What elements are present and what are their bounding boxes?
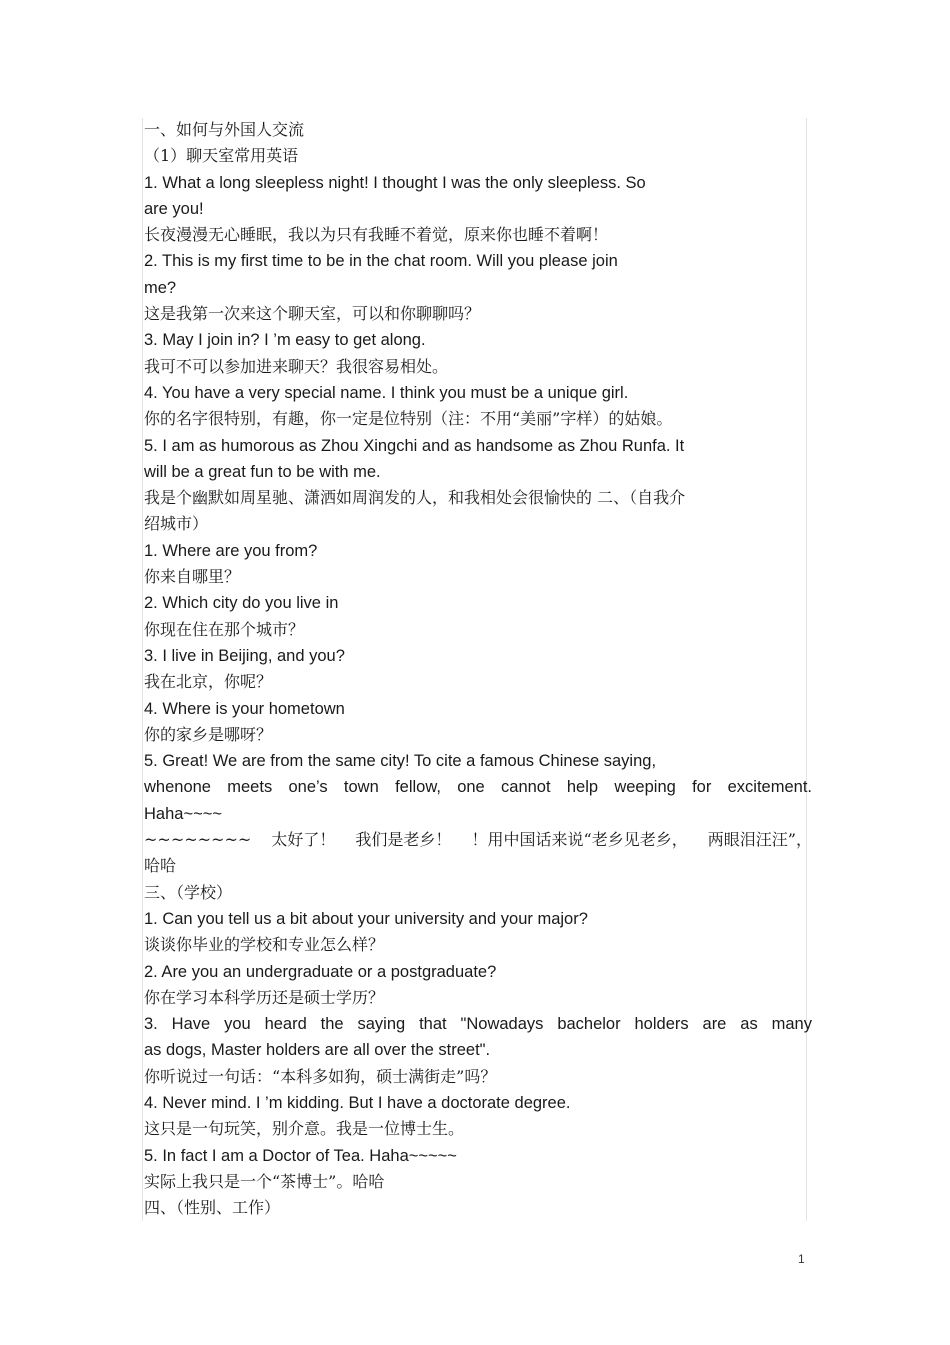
- text-line: 长夜漫漫无心睡眠，我以为只有我睡不着觉，原来你也睡不着啊！: [144, 225, 609, 245]
- text-word: Have: [171, 1015, 211, 1034]
- text-line: 哈哈: [144, 856, 177, 876]
- text-line: 谈谈你毕业的学校和专业怎么样？: [144, 935, 385, 955]
- text-word: cannot: [501, 778, 551, 797]
- text-line: 一、如何与外国人交流: [144, 120, 305, 139]
- text-word: as: [740, 1015, 758, 1034]
- text-line: 4. You have a very special name. I think you must be a unique girl.: [144, 383, 629, 402]
- text-line: （1）聊天室常用英语: [144, 146, 299, 166]
- text-line: 你的家乡是哪呀？: [144, 724, 273, 744]
- document-body: [144, 117, 812, 1221]
- text-line: 你现在住在那个城市？: [144, 619, 305, 639]
- text-line: 实际上我只是一个“茶博士”。哈哈: [144, 1171, 385, 1191]
- text-word: for: [692, 778, 712, 797]
- text-line: 四、（性别、工作）: [144, 1198, 281, 1218]
- text-line: 2. Which city do you live in: [144, 594, 339, 613]
- text-line: 4. Where is your hometown: [144, 699, 345, 718]
- text-word: "Nowadays: [460, 1015, 544, 1034]
- text-line: 我在北京，你呢？: [144, 672, 273, 692]
- text-word: one: [457, 778, 485, 797]
- text-word: heard: [264, 1015, 307, 1034]
- text-word: whenone: [144, 778, 211, 797]
- text-word: 3.: [144, 1015, 158, 1034]
- text-line: 5. I am as humorous as Zhou Xingchi and as handsome as Zhou Runfa. It: [144, 436, 685, 455]
- text-word: holders: [634, 1015, 689, 1034]
- text-line: 你听说过一句话：“本科多如狗，硕士满街走”吗？: [144, 1066, 497, 1086]
- text-word: excitement.: [727, 778, 812, 797]
- text-line: [144, 1011, 812, 1037]
- text-word: saying: [357, 1015, 406, 1034]
- text-line: will be a great fun to be with me.: [144, 462, 381, 481]
- text-line: are you!: [144, 199, 204, 218]
- left-margin-rule: [142, 118, 143, 1221]
- text-line: 3. May I join in? I ’m easy to get along.: [144, 331, 426, 350]
- text-word: meets: [227, 778, 273, 797]
- text-line: 绍城市）: [144, 514, 209, 534]
- text-line: as dogs, Master holders are all over the street".: [144, 1041, 491, 1060]
- text-word: town: [343, 778, 379, 797]
- text-word: bachelor: [557, 1015, 621, 1034]
- text-word: ~~~~~~~~: [144, 830, 252, 850]
- text-line: 我是个幽默如周星驰、潇洒如周润发的人，和我相处会很愉快的 二、（自我介: [144, 488, 686, 508]
- text-line: 2. Are you an undergraduate or a postgraduate?: [144, 962, 497, 981]
- text-line: 2. This is my first time to be in the chat room. Will you please join: [144, 252, 618, 271]
- text-word: help: [566, 778, 599, 797]
- text-line: 你在学习本科学历还是硕士学历？: [144, 987, 385, 1007]
- text-word: you: [224, 1015, 251, 1034]
- text-word: weeping: [614, 778, 676, 797]
- text-word: fellow,: [395, 778, 441, 797]
- text-word: ！用中国话来说“老乡见老乡，: [471, 830, 688, 850]
- text-line: 5. In fact I am a Doctor of Tea. Haha~~~~~: [144, 1146, 457, 1165]
- text-line: 3. I live in Beijing, and you?: [144, 646, 345, 665]
- text-word: many: [771, 1015, 812, 1034]
- text-word: 我们是老乡！: [355, 830, 452, 850]
- text-word: are: [702, 1015, 727, 1034]
- text-line: 5. Great! We are from the same city! To cite a famous Chinese saying,: [144, 752, 657, 771]
- text-line: 三、（学校）: [144, 882, 233, 902]
- text-line: [144, 827, 812, 853]
- text-line: 1. Where are you from?: [144, 541, 318, 560]
- text-line: 这是我第一次来这个聊天室，可以和你聊聊吗？: [144, 304, 481, 324]
- text-line: 我可不可以参加进来聊天？我很容易相处。: [144, 356, 449, 376]
- text-line: 1. Can you tell us a bit about your university and your major?: [144, 909, 588, 928]
- text-word: 两眼泪汪汪”，: [707, 830, 812, 850]
- text-line: 1. What a long sleepless night! I thought I was the only sleepless. So: [144, 173, 646, 192]
- text-word: that: [419, 1015, 447, 1034]
- text-line: 这只是一句玩笑，别介意。我是一位博士生。: [144, 1119, 465, 1139]
- text-line: [144, 774, 812, 800]
- text-word: one’s: [288, 778, 328, 797]
- text-line: 你来自哪里？: [144, 567, 241, 587]
- text-word: 太好了！: [271, 830, 336, 850]
- page-number: 1: [798, 1252, 805, 1266]
- text-line: me?: [144, 278, 177, 297]
- text-line: 你的名字很特别，有趣，你一定是位特别（注：不用“美丽”字样）的姑娘。: [144, 409, 673, 429]
- text-line: Haha~~~~: [144, 804, 222, 823]
- text-line: 4. Never mind. I ’m kidding. But I have a doctorate degree.: [144, 1093, 571, 1112]
- text-word: the: [320, 1015, 344, 1034]
